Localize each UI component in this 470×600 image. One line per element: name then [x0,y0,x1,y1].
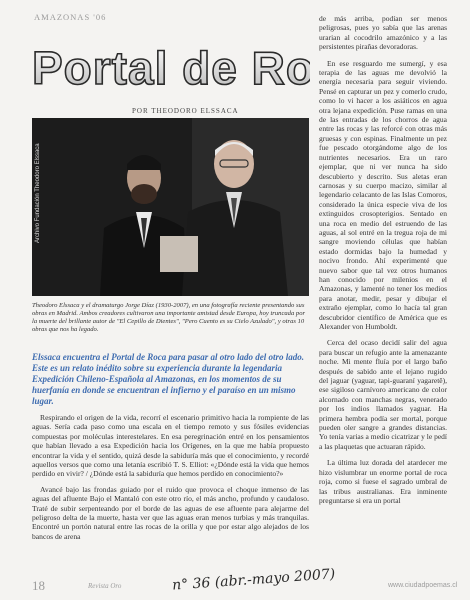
paragraph: En ese resguardo me sumergí, y esa terapia de las aguas me devolvió la energía necesaria para seguir viviendo. Pensé en capturar un pez y comerlo crudo, como lo vi hacer a los asiáticos en agua otra lejana expedición. Puse ramas en una de las entradas de los chorros de agua entre las rocas y las reforcé con otras más gruesas y con espinas. Finalmente un pez fue pescado otorgándome algo de los nutrientes necesarios. Era un raro ejemplar, que ni ver nunca ha sido descubierto y descrito. Sus aletas eran carnosas y su cuerpo macizo, similar al legendario celacanto de las Islas Comoros, considerado la única especie viva de los extinguidos crosopterigios. Sentado en una roca en medio del estruendo de las aguas, al sol entré en la tregua roja de mi sangre moviendo células que habían estado dormidas bajo la humedad y nocivo frondo. Ahí experimenté que nuevo sabor que tal vez otros humanos han conocido por milenios en el Amazonas, y lamenté no tener los medios para anotar, medir, pesar y dibujar el extraño ejemplar, como lo hacía tal gran descubridor científico de América que es Alexander von Humboldt. [319,58,447,331]
photo-two-men [32,118,309,296]
right-column-body [319,14,447,512]
photo-caption: Theodoro Elssaca y el dramaturgo Jorge Díaz (1930-2007), en una fotografía reciente presentando sus obras en Madrid. Ambos creadores cultivaron una importante amistad desde Europa, hoy truncada por la muerte del brillante autor de "El Cepillo de Dientes", "Pero Cuento es su Cielo Azulado", y otras 10 obras que nos ha legado. [32,302,306,334]
page-number: 18 [32,578,45,593]
article-intro: Elssaca encuentra el Portal de Roca para pasar al otro lado del otro lado. Este es un relato inédito sobre su experiencia durante la legendaria Expedición Chileno-Española al Amazonas, en los momentos de su huerfanía en donde se encuentran el infierno y el paraíso en un mismo lugar. [32,352,305,406]
photo-credit-text: Archivo Fundación Theodoro Elssaca [35,143,41,243]
left-column-body [32,413,309,547]
byline: POR THEODORO ELSSACA [132,107,239,115]
photo-credit [35,125,45,243]
paragraph: La última luz dorada del atardecer me hizo vislumbrar un enorme portal de roca roja, como si fuese el sagrado umbral de las tribus australianas. Era inminente preguntarse si era un portal [319,458,447,505]
paragraph: Avancé bajo las frondas guiado por el ruido que provoca el choque inmenso de las aguas del afluente Bajo el Mantaló con este otro río, el más ancho, profundo y caudaloso. Traté de subir serpenteando por el borde de las aguas de ese afluente para alejarme del peligroso delta de la muerte, hasta ver que las aguas eran menos turbias y más tranquilas. Encontré un portón natural entre las rocas de la orilla y que por estar algo alejados de los bancos de arena [32,484,309,541]
paragraph: Respirando el origen de la vida, recorrí el escenario primitivo hacia la rompiente de las aguas. Sería cada paso como una escala en el tiempo remoto y sus fósiles evidencias compuestas por moléculas interestelares. En esa peregrinación entré en los pensamientos que habían llevado a esa Expedición hacia los Orígenes, en la que me había propuesto encontrar la vida y el sentido, quizá desde la sabiduría más que el conocimiento, y recordé aquellos versos que como una letanía escribió T. S. Elliot: «¿Dónde está la vida que hemos perdido en vivir? / ¿Dónde está la sabiduría que hemos perdido en conocimiento?» [32,413,309,479]
paragraph: Cerca del ocaso decidí salir del agua para buscar un refugio ante la amenazante noche. Mi mente fluía por el largo baño después de sabido ante el lejano rugido del jaguar (yaguar, tapi-guaraní yagaretê), ese sigiloso carnívoro americano de color alcornado con manchas negras, venerado por los indios llamados yaguar. Ha primera hembra podía ser mortal, porque pueden oler sangre a grandes distancias. Yo tenía varias a medio cicatrizar y le pedí a las plaquetas que actuaran rápido. [319,338,447,451]
magazine-name: Revista Oro [88,582,122,590]
article-title-text: Portal de Ro [32,42,310,94]
page-footer [0,566,470,600]
article-title [28,38,310,98]
paragraph: de más arriba, podían ser menos peligrosas, pues yo sabía que las arenas urarian al cocodrilo amazónico y a las persistentes pirañas devoradoras. [319,14,447,52]
article-title-art [28,38,310,98]
section-label: AMAZONAS '06 [34,12,107,22]
article-photo [32,118,309,296]
handwritten-note: n° 36 (abr.-mayo 2007) [171,566,336,594]
footer-url: www.ciudadpoemas.cl [388,582,458,589]
